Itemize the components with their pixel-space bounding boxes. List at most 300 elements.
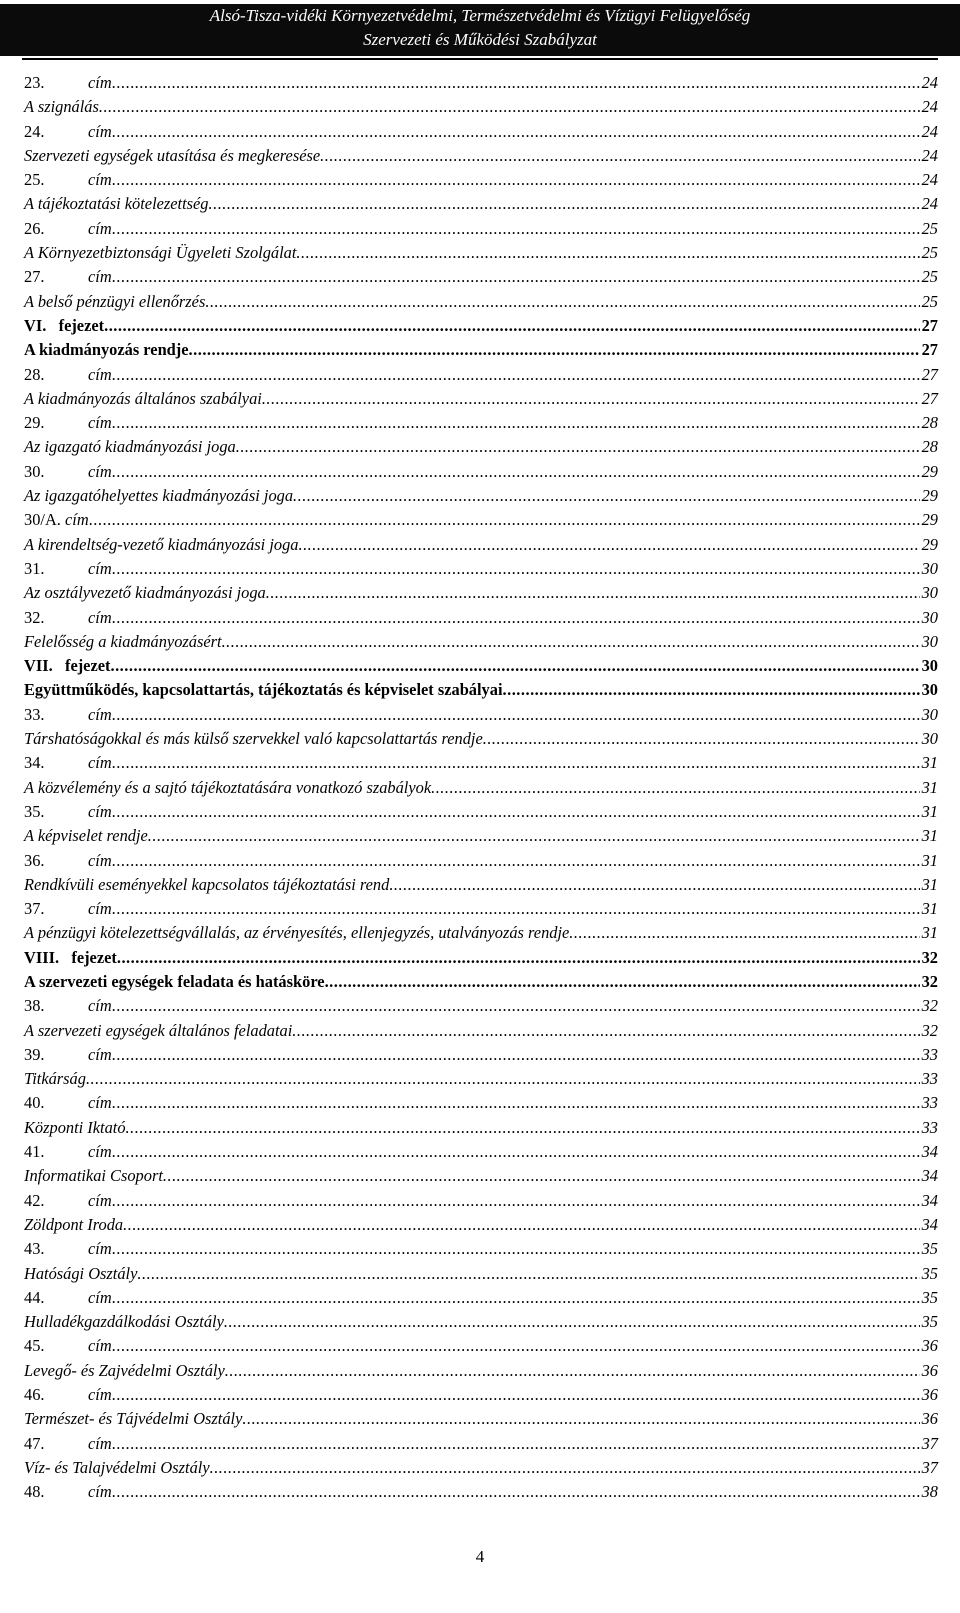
toc-entry[interactable]	[24, 217, 938, 241]
toc-leader-dots	[112, 265, 920, 289]
header-document-title: Szervezeti és Működési Szabályzat	[363, 30, 597, 49]
toc-entry[interactable]	[24, 1067, 938, 1091]
toc-entry-page: 38	[921, 1482, 938, 1502]
toc-leader-dots	[222, 630, 920, 654]
toc-leader-dots	[112, 168, 920, 192]
toc-entry-page: 31	[921, 899, 938, 919]
toc-entry-label	[24, 1407, 242, 1431]
toc-entry-label	[24, 338, 189, 362]
toc-entry-title: Hatósági Osztály	[24, 1263, 138, 1283]
toc-leader-dots	[112, 411, 920, 435]
toc-entry[interactable]	[24, 654, 938, 678]
toc-leader-dots	[112, 1334, 920, 1358]
toc-entry[interactable]	[24, 1140, 938, 1164]
toc-entry[interactable]	[24, 1189, 938, 1213]
toc-entry-page: 33	[921, 1117, 938, 1137]
toc-entry-label	[24, 921, 569, 945]
toc-entry-label	[24, 1383, 112, 1407]
toc-entry[interactable]	[24, 1019, 938, 1043]
toc-entry-label	[24, 1480, 112, 1504]
toc-entry-label	[24, 776, 431, 800]
toc-entry-page: 32	[921, 1020, 938, 1040]
toc-entry-page: 29	[921, 534, 938, 554]
toc-entry[interactable]	[24, 606, 938, 630]
toc-entry-page: 37	[921, 1457, 938, 1477]
toc-entry-number: 47.	[24, 1433, 45, 1453]
toc-entry[interactable]	[24, 484, 938, 508]
toc-entry-page: 32	[921, 971, 938, 991]
toc-entry[interactable]	[24, 678, 938, 702]
toc-entry-label	[24, 1189, 112, 1213]
toc-entry-label	[24, 1286, 112, 1310]
toc-leader-dots	[112, 71, 920, 95]
toc-entry[interactable]	[24, 71, 938, 95]
toc-leader-dots	[293, 484, 920, 508]
toc-entry-title: cím	[88, 413, 112, 433]
toc-entry-page: 28	[921, 413, 938, 433]
toc-entry-title: cím	[88, 1239, 112, 1259]
toc-entry[interactable]	[24, 1116, 938, 1140]
toc-leader-dots	[242, 1407, 919, 1431]
toc-entry-label	[24, 630, 222, 654]
toc-entry-label	[24, 1432, 112, 1456]
toc-entry-title: Rendkívüli eseményekkel kapcsolatos tájékoztatási rend	[24, 874, 390, 894]
toc-entry-title: cím	[88, 850, 112, 870]
toc-entry[interactable]	[24, 1237, 938, 1261]
toc-entry-title: A szervezeti egységek feladata és hatásköre	[24, 971, 325, 991]
toc-leader-dots	[320, 144, 919, 168]
toc-entry-page: 27	[921, 364, 938, 384]
toc-entry-title: A szervezeti egységek általános feladatai	[24, 1020, 293, 1040]
toc-entry[interactable]	[24, 751, 938, 775]
toc-entry-label	[24, 120, 112, 144]
toc-entry-title: Együttműködés, kapcsolattartás, tájékoztatás és képviselet szabályai	[24, 680, 503, 700]
toc-entry-title: cím	[88, 1093, 112, 1113]
toc-entry-page: 25	[921, 243, 938, 263]
toc-entry-label	[24, 533, 298, 557]
toc-entry-page: 30	[921, 680, 938, 700]
toc-entry-number: 34.	[24, 753, 45, 773]
toc-entry-page: 24	[921, 73, 938, 92]
toc-entry[interactable]	[24, 849, 938, 873]
toc-entry[interactable]	[24, 946, 938, 970]
toc-entry-number: 26.	[24, 218, 45, 238]
toc-entry-number: 30.	[24, 461, 45, 481]
toc-entry-title: A pénzügyi kötelezettségvállalás, az érvényesítés, ellenjegyzés, utalványozás rendje	[24, 923, 570, 943]
toc-entry[interactable]	[24, 144, 938, 168]
toc-entry-label	[24, 1043, 112, 1067]
toc-entry-page: 31	[921, 923, 938, 943]
toc-leader-dots	[389, 873, 919, 897]
toc-leader-dots	[225, 1359, 920, 1383]
toc-entry-label	[24, 1359, 225, 1383]
toc-entry-number: 31.	[24, 558, 45, 578]
toc-entry-page: 31	[921, 850, 938, 870]
toc-leader-dots	[112, 1237, 920, 1261]
toc-entry-title: cím	[88, 996, 112, 1016]
toc-entry-label	[24, 460, 112, 484]
toc-entry-label	[24, 1310, 224, 1334]
toc-leader-dots	[104, 314, 920, 338]
toc-entry-number: 41.	[24, 1142, 45, 1162]
toc-entry[interactable]	[24, 363, 938, 387]
toc-entry-label	[24, 241, 296, 265]
toc-entry-page: 25	[921, 291, 938, 311]
toc-entry-page: 25	[921, 218, 938, 238]
toc-entry-title: cím	[88, 801, 112, 821]
toc-entry-label	[24, 606, 112, 630]
toc-entry-title: Víz- és Talajvédelmi Osztály	[24, 1457, 210, 1477]
toc-leader-dots	[205, 290, 919, 314]
toc-entry[interactable]	[24, 921, 938, 945]
toc-entry-label	[24, 411, 112, 435]
toc-entry-page: 30	[921, 607, 938, 627]
toc-entry-page: 31	[921, 753, 938, 773]
toc-entry-page: 31	[921, 826, 938, 846]
toc-entry-page: 36	[921, 1409, 938, 1429]
toc-entry-title: Központi Iktató	[24, 1117, 126, 1137]
toc-entry-title: Zöldpont Iroda	[24, 1214, 124, 1234]
toc-leader-dots	[112, 849, 920, 873]
toc-leader-dots	[112, 217, 920, 241]
toc-entry-page: 31	[921, 874, 938, 894]
toc-entry-number: 48.	[24, 1482, 45, 1502]
toc-entry-title: Társhatóságokkal és más külső szervekkel való kapcsolattartás rendje	[24, 729, 483, 749]
toc-entry[interactable]	[24, 776, 938, 800]
toc-entry-page: 24	[921, 194, 938, 214]
toc-entry-label	[24, 314, 104, 338]
toc-entry-page: 30	[921, 729, 938, 749]
toc-leader-dots	[112, 460, 920, 484]
toc-entry[interactable]	[24, 435, 938, 459]
toc-entry[interactable]	[24, 630, 938, 654]
toc-leader-dots	[112, 606, 920, 630]
toc-entry-title: A képviselet rendje	[24, 826, 148, 846]
toc-entry-label	[24, 873, 389, 897]
toc-entry-label	[24, 71, 112, 95]
toc-leader-dots	[569, 921, 919, 945]
toc-leader-dots	[210, 1456, 920, 1480]
toc-entry[interactable]	[24, 192, 938, 216]
toc-entry[interactable]	[24, 1359, 938, 1383]
toc-leader-dots	[112, 897, 920, 921]
toc-leader-dots	[112, 1286, 920, 1310]
toc-leader-dots	[325, 970, 920, 994]
toc-leader-dots	[112, 703, 920, 727]
toc-entry-title: Felelősség a kiadmányozásért	[24, 631, 222, 651]
toc-entry[interactable]	[24, 265, 938, 289]
toc-entry-number: 42.	[24, 1190, 45, 1210]
toc-leader-dots	[266, 581, 920, 605]
toc-entry-page: 32	[921, 996, 938, 1016]
toc-entry-label	[24, 557, 112, 581]
toc-entry[interactable]	[24, 1213, 938, 1237]
toc-leader-dots	[99, 95, 920, 119]
toc-entry-label	[24, 1262, 137, 1286]
toc-entry-number: 44.	[24, 1287, 45, 1307]
toc-entry[interactable]	[24, 168, 938, 192]
toc-entry-page: 27	[921, 340, 938, 360]
toc-entry[interactable]	[24, 557, 938, 581]
toc-entry-title: cím	[88, 1336, 112, 1356]
page-number: 4	[475, 1547, 485, 1566]
toc-entry-page: 35	[921, 1239, 938, 1259]
toc-entry[interactable]	[24, 970, 938, 994]
toc-entry-title: A kirendeltség-vezető kiadmányozási joga	[24, 534, 299, 554]
header-rule	[22, 58, 938, 60]
toc-leader-dots	[112, 994, 920, 1018]
toc-entry-page: 34	[921, 1166, 938, 1186]
toc-entry[interactable]	[24, 1334, 938, 1358]
toc-entry-title: cím	[88, 1433, 112, 1453]
toc-entry-label	[24, 1334, 112, 1358]
toc-leader-dots	[112, 800, 920, 824]
toc-entry-label	[24, 192, 209, 216]
toc-entry-page: 31	[921, 777, 938, 797]
toc-entry[interactable]	[24, 1383, 938, 1407]
toc-entry-title: cím	[88, 753, 112, 773]
toc-entry-title: cím	[88, 899, 112, 919]
toc-entry[interactable]	[24, 508, 938, 532]
toc-entry-title: cím	[88, 1482, 112, 1502]
toc-entry-label	[24, 1213, 123, 1237]
toc-entry-number: 39.	[24, 1044, 45, 1064]
toc-entry[interactable]	[24, 703, 938, 727]
toc-entry-label	[24, 435, 236, 459]
toc-entry-number: 23.	[24, 73, 45, 92]
toc-entry-page: 30	[921, 558, 938, 578]
toc-entry-number: 38.	[24, 996, 45, 1016]
toc-entry[interactable]	[24, 1310, 938, 1334]
toc-entry-number: 40.	[24, 1093, 45, 1113]
toc-entry-title: cím	[88, 461, 112, 481]
toc-entry[interactable]	[24, 1286, 938, 1310]
toc-entry-page: 30	[921, 704, 938, 724]
toc-leader-dots	[236, 435, 920, 459]
toc-entry-title: VIII. fejezet	[24, 947, 117, 967]
toc-entry[interactable]	[24, 1043, 938, 1067]
toc-entry-page: 31	[921, 801, 938, 821]
toc-entry-label	[24, 1140, 112, 1164]
toc-entry-number: 46.	[24, 1385, 45, 1405]
toc-entry[interactable]	[24, 120, 938, 144]
toc-entry[interactable]	[24, 95, 938, 119]
toc-entry-label	[24, 703, 112, 727]
toc-entry[interactable]	[24, 411, 938, 435]
toc-entry[interactable]	[24, 241, 938, 265]
toc-entry-title: cím	[88, 73, 112, 92]
toc-leader-dots	[89, 508, 920, 532]
toc-entry-label	[24, 727, 483, 751]
toc-leader-dots	[483, 727, 920, 751]
toc-entry-number: 30/A.	[24, 510, 61, 530]
toc-entry-title: Szervezeti egységek utasítása és megkeresése	[24, 145, 321, 165]
toc-entry-label	[24, 946, 117, 970]
toc-entry-page: 24	[921, 145, 938, 165]
toc-leader-dots	[137, 1262, 919, 1286]
toc-entry[interactable]	[24, 873, 938, 897]
toc-leader-dots	[112, 1189, 920, 1213]
toc-leader-dots	[112, 1432, 920, 1456]
toc-entry-title: cím	[65, 510, 89, 530]
toc-entry-number: 43.	[24, 1239, 45, 1259]
toc-entry-page: 24	[921, 170, 938, 190]
toc-entry-label	[24, 654, 110, 678]
toc-leader-dots	[224, 1310, 920, 1334]
toc-entry-page: 29	[921, 486, 938, 506]
toc-leader-dots	[292, 1019, 919, 1043]
toc-entry-title: cím	[88, 364, 112, 384]
toc-entry[interactable]	[24, 824, 938, 848]
toc-entry-title: A közvélemény és a sajtó tájékoztatására vonatkozó szabályok	[24, 777, 432, 797]
toc-leader-dots	[148, 824, 920, 848]
toc-entry-page: 33	[921, 1044, 938, 1064]
toc-entry-label	[24, 994, 112, 1018]
toc-entry-title: A Környezetbiztonsági Ügyeleti Szolgálat	[24, 243, 297, 263]
toc-entry-label	[24, 95, 99, 119]
toc-leader-dots	[126, 1116, 920, 1140]
toc-entry[interactable]	[24, 727, 938, 751]
header-organization: Alsó-Tisza-vidéki Környezetvédelmi, Természetvédelmi és Vízügyi Felügyelőség	[209, 6, 751, 25]
toc-entry[interactable]	[24, 1262, 938, 1286]
toc-entry-label	[24, 1456, 210, 1480]
toc-entry-page: 33	[921, 1069, 938, 1089]
toc-entry-page: 36	[921, 1360, 938, 1380]
toc-entry-title: A kiadmányozás rendje	[24, 340, 189, 360]
toc-leader-dots	[112, 1091, 920, 1115]
toc-entry-label	[24, 265, 112, 289]
toc-leader-dots	[86, 1067, 920, 1091]
toc-entry-page: 30	[921, 631, 938, 651]
toc-leader-dots	[262, 387, 920, 411]
toc-leader-dots	[298, 533, 919, 557]
toc-entry[interactable]	[24, 1480, 938, 1504]
toc-leader-dots	[112, 557, 920, 581]
toc-entry-number: 25.	[24, 170, 45, 190]
toc-entry-title: A tájékoztatási kötelezettség	[24, 194, 209, 214]
toc-entry-page: 34	[921, 1214, 938, 1234]
toc-entry-number: 32.	[24, 607, 45, 627]
toc-entry-label	[24, 217, 112, 241]
toc-entry[interactable]	[24, 800, 938, 824]
toc-entry-page: 36	[921, 1385, 938, 1405]
toc-entry-label	[24, 290, 205, 314]
toc-leader-dots	[209, 192, 920, 216]
toc-leader-dots	[112, 1043, 920, 1067]
toc-entry-title: A belső pénzügyi ellenőrzés	[24, 291, 206, 311]
toc-entry[interactable]	[24, 994, 938, 1018]
toc-entry-title: Titkárság	[24, 1069, 86, 1089]
toc-entry-label	[24, 144, 320, 168]
toc-entry-page: 30	[921, 656, 938, 676]
toc-entry[interactable]	[24, 314, 938, 338]
toc-entry-label	[24, 970, 325, 994]
toc-entry[interactable]	[24, 1091, 938, 1115]
toc-entry-title: cím	[88, 607, 112, 627]
toc-entry-title: cím	[88, 1142, 112, 1162]
toc-entry-title: VII. fejezet	[24, 656, 111, 676]
toc-leader-dots	[112, 363, 920, 387]
toc-entry-number: 33.	[24, 704, 45, 724]
toc-entry-number: 45.	[24, 1336, 45, 1356]
toc-entry-page: 24	[921, 121, 938, 141]
toc-entry-title: cím	[88, 170, 112, 190]
toc-entry-page: 34	[921, 1142, 938, 1162]
toc-entry-page: 33	[921, 1093, 938, 1113]
toc-entry-title: cím	[88, 267, 112, 287]
toc-entry-number: 35.	[24, 801, 45, 821]
toc-entry-label	[24, 1091, 112, 1115]
toc-entry-title: A szignálás	[24, 97, 99, 117]
toc-entry-page: 24	[921, 97, 938, 117]
toc-entry-page: 29	[921, 510, 938, 530]
toc-entry-title: VI. fejezet	[24, 315, 105, 335]
toc-leader-dots	[503, 678, 920, 702]
toc-entry-label	[24, 751, 112, 775]
toc-entry[interactable]	[24, 1432, 938, 1456]
toc-entry-number: 24.	[24, 121, 45, 141]
toc-entry-page: 35	[921, 1287, 938, 1307]
toc-entry-page: 25	[921, 267, 938, 287]
toc-leader-dots	[112, 1140, 920, 1164]
toc-entry-page: 35	[921, 1312, 938, 1332]
toc-entry-title: cím	[88, 121, 112, 141]
toc-leader-dots	[123, 1213, 919, 1237]
toc-entry[interactable]	[24, 387, 938, 411]
toc-entry-title: cím	[88, 1385, 112, 1405]
toc-entry-label	[24, 387, 262, 411]
toc-entry-label	[24, 1019, 292, 1043]
table-of-contents	[24, 71, 938, 1505]
toc-entry-label	[24, 168, 112, 192]
toc-entry-page: 35	[921, 1263, 938, 1283]
toc-entry-title: Informatikai Csoport	[24, 1166, 163, 1186]
toc-entry-label	[24, 1164, 163, 1188]
toc-leader-dots	[117, 946, 920, 970]
toc-entry-page: 34	[921, 1190, 938, 1210]
toc-entry-page: 36	[921, 1336, 938, 1356]
toc-entry-label	[24, 678, 503, 702]
toc-entry[interactable]	[24, 581, 938, 605]
toc-entry[interactable]	[24, 897, 938, 921]
toc-entry[interactable]	[24, 1407, 938, 1431]
toc-leader-dots	[296, 241, 919, 265]
toc-entry-label	[24, 824, 148, 848]
toc-entry[interactable]	[24, 1164, 938, 1188]
toc-entry-page: 30	[921, 583, 938, 603]
toc-entry[interactable]	[24, 460, 938, 484]
toc-entry-page: 28	[921, 437, 938, 457]
toc-entry-title: Az igazgatóhelyettes kiadmányozási joga	[24, 486, 294, 506]
toc-entry-page: 32	[921, 947, 938, 967]
toc-entry[interactable]	[24, 533, 938, 557]
toc-entry[interactable]	[24, 1456, 938, 1480]
page-header	[0, 4, 960, 56]
toc-leader-dots	[112, 751, 920, 775]
toc-entry-label	[24, 508, 89, 532]
toc-leader-dots	[163, 1164, 920, 1188]
toc-entry-label	[24, 1116, 126, 1140]
toc-entry-page: 37	[921, 1433, 938, 1453]
toc-leader-dots	[110, 654, 919, 678]
toc-entry-number: 27.	[24, 267, 45, 287]
toc-entry-number: 36.	[24, 850, 45, 870]
toc-entry[interactable]	[24, 338, 938, 362]
toc-entry[interactable]	[24, 290, 938, 314]
toc-entry-label	[24, 1237, 112, 1261]
toc-leader-dots	[112, 1480, 920, 1504]
toc-entry-label	[24, 484, 293, 508]
